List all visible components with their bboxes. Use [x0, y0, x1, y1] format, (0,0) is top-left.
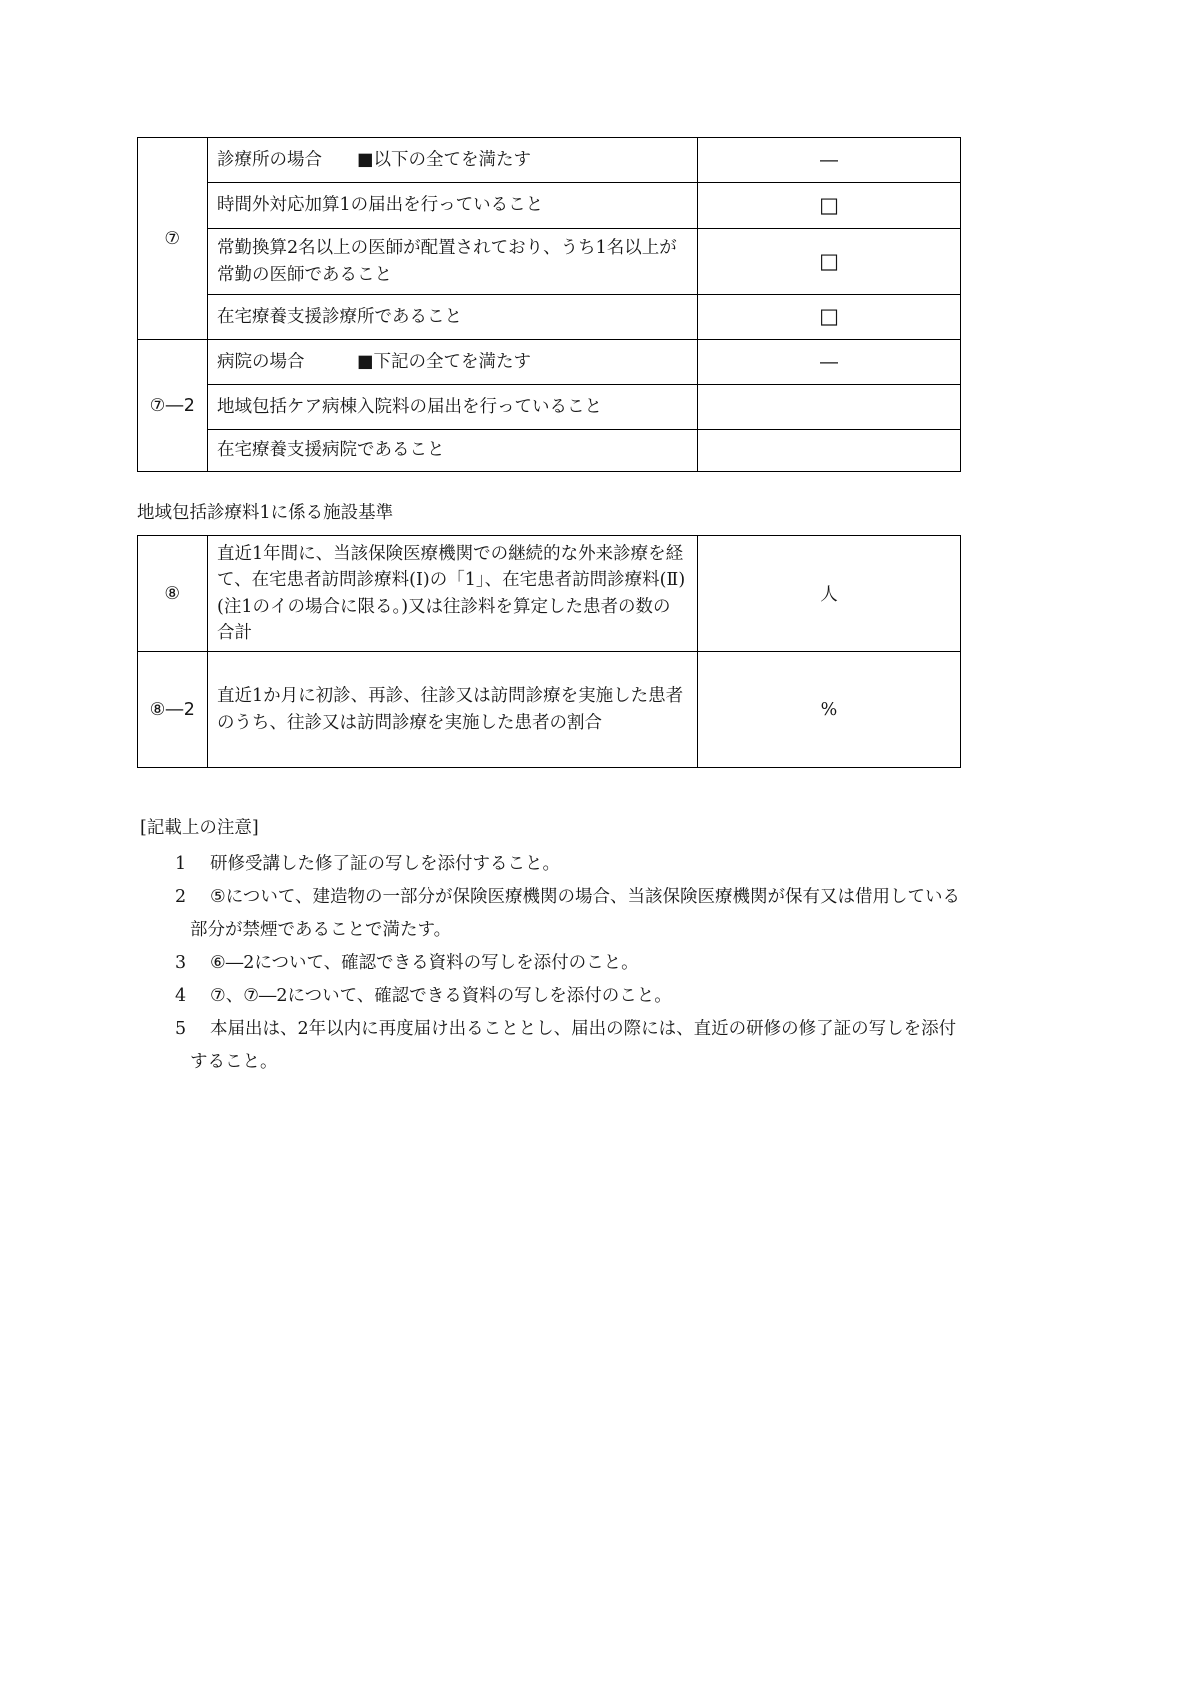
note-number: 4	[175, 986, 187, 1006]
criteria-text-patient-total: 直近1年間に、当該保険医療機関での継続的な外来診療を経て、在宅患者訪問診療料(Ⅰ)の「1」、在宅患者訪問診療料(Ⅱ)(注1のイの場合に限る。)又は往診料を算定した患者の数の合計	[208, 536, 698, 652]
empty-cell	[698, 430, 961, 472]
criteria-text-community-care-ward: 地域包括ケア病棟入院料の届出を行っていること	[208, 385, 698, 430]
checkbox-cell	[698, 183, 961, 229]
checkbox-icon[interactable]: □	[819, 248, 839, 273]
notes-heading: [記載上の注意]	[140, 818, 259, 838]
note-item-3	[137, 947, 960, 980]
note-item-1	[137, 848, 960, 881]
criteria-text-home-care-hospital: 在宅療養支援病院であること	[208, 430, 698, 472]
empty-cell	[698, 385, 961, 430]
dash-mark: ―	[820, 149, 838, 171]
criteria-text-clinic-header: 診療所の場合 ■以下の全てを満たす	[208, 138, 698, 183]
criteria-text-overtime-addition: 時間外対応加算1の届出を行っていること	[208, 183, 698, 229]
dash-mark: ―	[820, 351, 838, 373]
checkbox-icon[interactable]: □	[819, 304, 839, 328]
notes-section	[137, 814, 960, 1079]
checkbox-cell	[698, 229, 961, 295]
criteria-table-1	[137, 137, 961, 472]
note-item-4	[137, 980, 960, 1013]
dash-cell	[698, 138, 961, 183]
criteria-text-hospital-header: 病院の場合 ■下記の全てを満たす	[208, 340, 698, 385]
note-number: 1	[175, 854, 187, 874]
criteria-text-home-care-clinic: 在宅療養支援診療所であること	[208, 295, 698, 340]
note-number: 5	[175, 1019, 187, 1039]
checkbox-cell	[698, 295, 961, 340]
note-text: ⑥―2について、確認できる資料の写しを添付のこと。	[210, 953, 639, 973]
row-label-8: ⑧	[138, 536, 208, 652]
row-group-label-7-2: ⑦―2	[138, 340, 208, 472]
note-text: 研修受講した修了証の写しを添付すること。	[210, 854, 560, 874]
note-item-2	[137, 881, 960, 947]
unit-label: 人	[820, 585, 838, 605]
criteria-text-fulltime-doctors: 常勤換算2名以上の医師が配置されており、うち1名以上が常勤の医師であること	[208, 229, 698, 295]
checkbox-icon[interactable]: □	[819, 192, 839, 217]
note-number: 2	[175, 887, 187, 907]
criteria-text-visit-ratio: 直近1か月に初診、再診、往診又は訪問診療を実施した患者のうち、往診又は訪問診療を実施した患者の割合	[208, 652, 698, 768]
row-label-8-2: ⑧―2	[138, 652, 208, 768]
note-item-5	[137, 1013, 960, 1079]
note-number: 3	[175, 953, 187, 973]
unit-cell-persons	[698, 536, 961, 652]
criteria-table-2	[137, 535, 961, 768]
unit-cell-percent	[698, 652, 961, 768]
unit-label: %	[820, 699, 838, 720]
note-text: 本届出は、2年以内に再度届け出ることとし、届出の際には、直近の研修の修了証の写しを添付すること。	[190, 1019, 957, 1072]
note-text: ⑦、⑦―2について、確認できる資料の写しを添付のこと。	[210, 986, 672, 1006]
section-heading-facility-criteria: 地域包括診療料1に係る施設基準	[137, 503, 394, 523]
note-text: ⑤について、建造物の一部分が保険医療機関の場合、当該保険医療機関が保有又は借用している部分が禁煙であることで満たす。	[190, 887, 960, 940]
dash-cell	[698, 340, 961, 385]
row-group-label-7: ⑦	[138, 138, 208, 340]
